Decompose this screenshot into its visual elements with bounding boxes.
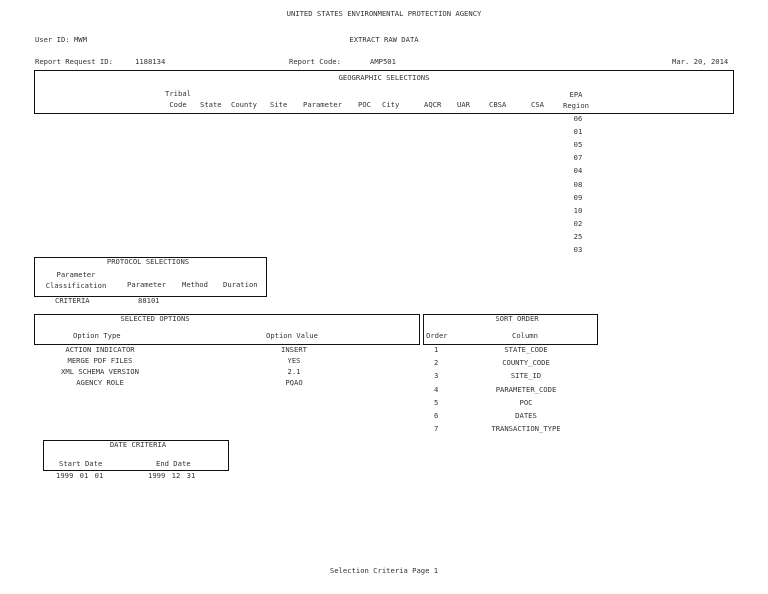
sort-column-name: POC <box>519 397 533 407</box>
parameter-classification-header-top: Parameter <box>56 270 96 279</box>
option-type-value: ACTION INDICATOR <box>65 345 135 354</box>
csa-header: CSA <box>531 100 544 109</box>
page-footer: Selection Criteria Page 1 <box>329 566 439 575</box>
protocol-parameter-value: 88101 <box>138 296 160 305</box>
option-type-header: Option Type <box>73 331 121 340</box>
epa-region-value: 06 <box>573 114 583 123</box>
option-value-value: PQAO <box>285 378 303 387</box>
epa-region-value: 05 <box>573 140 583 150</box>
epa-region-value: 02 <box>573 218 583 228</box>
poc-header: POC <box>358 100 371 109</box>
report-date: Mar. 20, 2014 <box>672 57 729 66</box>
option-value-header: Option Value <box>266 331 318 340</box>
epa-region-value: 07 <box>573 153 583 163</box>
uar-header: UAR <box>457 100 470 109</box>
epa-region-header-bottom: Region <box>563 101 589 110</box>
epa-region-value: 25 <box>573 231 583 241</box>
start-date-value: 1999 01 01 <box>56 471 104 480</box>
date-criteria-title: DATE CRITERIA <box>109 440 167 449</box>
option-type-value: AGENCY ROLE <box>76 378 124 387</box>
duration-header: Duration <box>223 280 258 289</box>
protocol-classification-value: CRITERIA <box>55 296 90 305</box>
sort-order-number: 3 <box>434 371 439 381</box>
sort-order-title: SORT ORDER <box>495 314 539 323</box>
option-value-value: YES <box>287 356 301 365</box>
site-header: Site <box>270 100 288 109</box>
agency-title: UNITED STATES ENVIRONMENTAL PROTECTION AGENCY <box>286 9 482 18</box>
user-id: User ID: MWM <box>35 35 87 44</box>
epa-region-value: 10 <box>573 205 583 215</box>
tribal-code-header-bottom: Code <box>169 100 187 109</box>
tribal-code-header-top: Tribal <box>165 89 191 98</box>
geographic-selections-title: GEOGRAPHIC SELECTIONS <box>338 73 430 82</box>
aqcr-header: AQCR <box>424 100 442 109</box>
order-header: Order <box>426 331 448 340</box>
sort-column-name: COUNTY_CODE <box>502 358 550 368</box>
sort-order-number: 7 <box>434 424 439 434</box>
sort-order-number: 6 <box>434 411 439 420</box>
protocol-parameter-header: Parameter <box>127 280 166 289</box>
sort-order-number: 2 <box>434 358 439 368</box>
end-date-value: 1999 12 31 <box>148 471 196 480</box>
sort-order-number: 1 <box>434 345 439 354</box>
parameter-header: Parameter <box>303 100 342 109</box>
report-title: EXTRACT RAW DATA <box>349 35 419 44</box>
epa-region-value: 09 <box>573 192 583 202</box>
request-id: 1188134 <box>135 57 166 66</box>
method-header: Method <box>182 280 208 289</box>
report-code: AMP501 <box>370 57 396 66</box>
option-type-value: MERGE PDF FILES <box>67 356 133 365</box>
sort-column-name: TRANSACTION_TYPE <box>491 424 561 434</box>
epa-region-header-top: EPA <box>569 90 583 99</box>
column-header: Column <box>512 331 538 340</box>
epa-region-value: 04 <box>573 166 583 176</box>
end-date-header: End Date <box>156 459 191 468</box>
state-header: State <box>200 100 222 109</box>
sort-order-number: 4 <box>434 384 439 394</box>
protocol-selections-title: PROTOCOL SELECTIONS <box>106 257 190 266</box>
cbsa-header: CBSA <box>489 100 507 109</box>
report-code-label: Report Code: <box>289 57 341 66</box>
request-id-label: Report Request ID: <box>35 57 113 66</box>
sort-column-name: PARAMETER_CODE <box>495 384 557 394</box>
option-value-value: 2.1 <box>287 367 301 376</box>
epa-region-value: 03 <box>573 245 583 254</box>
start-date-header: Start Date <box>59 459 103 468</box>
option-type-value: XML SCHEMA VERSION <box>61 367 139 376</box>
parameter-classification-header-bottom: Classification <box>45 281 107 290</box>
option-value-value: INSERT <box>281 345 307 354</box>
sort-order-number: 5 <box>434 397 439 407</box>
epa-region-value: 08 <box>573 179 583 189</box>
sort-column-name: SITE_ID <box>510 371 542 381</box>
sort-column-name: STATE_CODE <box>504 345 548 354</box>
epa-region-value: 01 <box>573 127 583 137</box>
selected-options-title: SELECTED OPTIONS <box>120 314 190 323</box>
sort-column-name: DATES <box>515 411 537 420</box>
county-header: County <box>231 100 257 109</box>
city-header: City <box>382 100 400 109</box>
